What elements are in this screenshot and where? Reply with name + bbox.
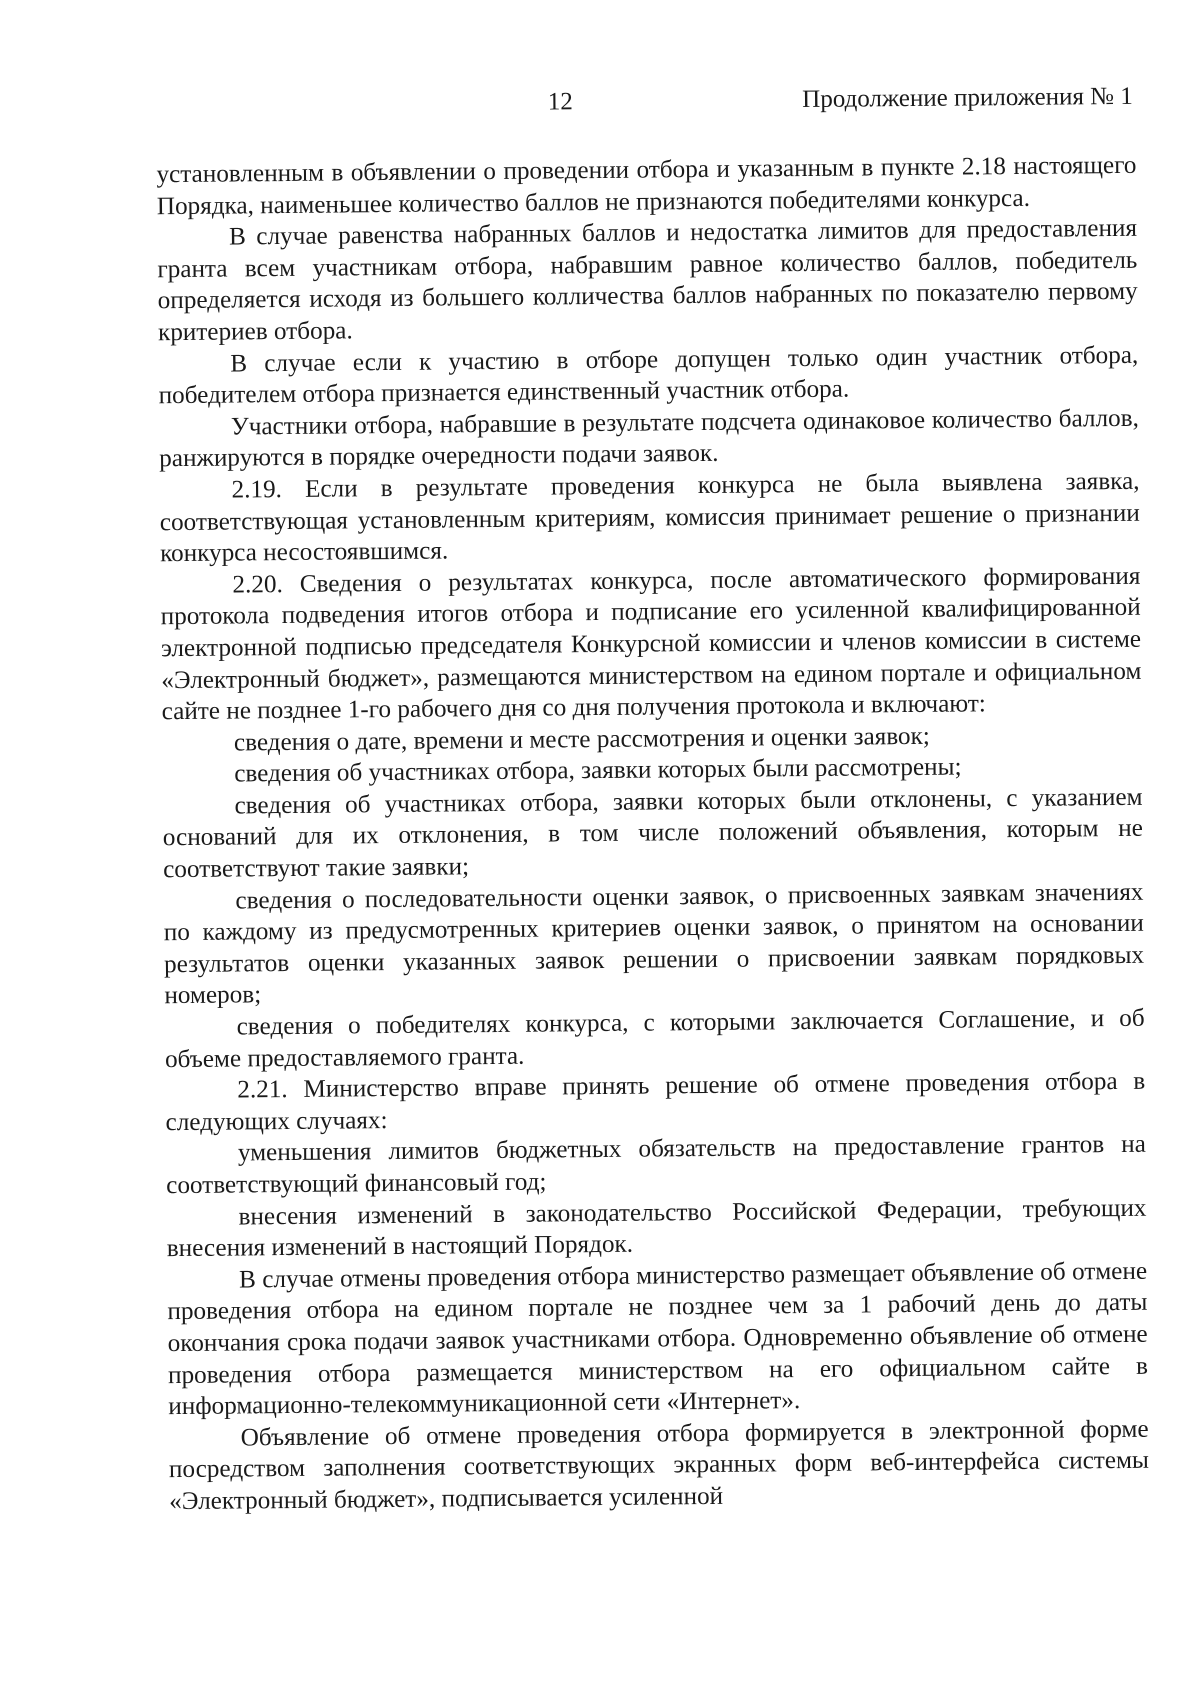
paragraph-2-20: 2.20. Сведения о результатах конкурса, после автоматического формирования протокола подведения итогов отбора и подписание его усиленной квалифицированной электронной подписью председателя Конкурсной комиссии и членов комиссии в системе «Электронный бюджет», размещаются министерством на едином портале и официальном сайте не позднее 1-го рабочего дня со дня получения протокола и включают: xyxy=(160,562,1142,726)
list-item-winners: сведения о победителях конкурса, с которыми заключается Соглашение, и об объеме предоставляемого гранта. xyxy=(164,1004,1145,1073)
paragraph-2-19: 2.19. Если в результате проведения конкурса не была выявлена заявка, соответствующая установленным критериям, комиссия принимает решение о признании конкурса несостоявшимся. xyxy=(159,467,1140,568)
document-body xyxy=(156,150,1149,1518)
list-item-reviewed: сведения об участниках отбора, заявки которых были рассмотрены; xyxy=(234,753,962,788)
list-item-legislation: внесения изменений в законодательство Российской Федерации, требующих внесения изменений в настоящий Порядок. xyxy=(166,1194,1147,1263)
paragraph-continuation: установленным в объявлении о проведении отбора и указанным в пункте 2.18 настоящего Порядка, наименьшее количество баллов не признаются победителями конкурса. xyxy=(156,151,1137,220)
list-item-evaluation-sequence: сведения о последовательности оценки заявок, о присвоенных заявкам значениях по каждому из предусмотренных критериев оценки заявок, о принятом на основании результатов оценки указанных заявок решении о присвоении заявкам порядковых номеров; xyxy=(163,878,1145,1010)
paragraph-cancellation-form: Объявление об отмене проведения отбора формируется в электронной форме посредством заполнения соответствующих экранных форм веб-интерфейса системы «Электронный бюджет», подписывается усиленной xyxy=(168,1415,1150,1516)
paragraph-equal-points: В случае равенства набранных баллов и недостатка лимитов для предоставления гранта всем участникам отбора, набравшим равное количество баллов, победитель определяется исходя из большего колличества баллов набранных по показателю первому критериев отбора. xyxy=(157,215,1138,347)
paragraph-cancellation: В случае отмены проведения отбора министерство размещает объявление об отмене проведения отбора на едином портале не позднее чем за 1 рабочий день до даты окончания срока подачи заявок участниками отбора. Одновременно объявление об отмене проведения отбора размещается министерством на его официальном сайте в информационно-телекоммуникационной сети «Интернет». xyxy=(167,1257,1149,1421)
list-item-date-time: сведения о дате, времени и месте рассмотрения и оценки заявок; xyxy=(233,722,930,757)
appendix-note: Продолжение приложения № 1 xyxy=(802,82,1133,114)
page-header xyxy=(153,83,1133,132)
page-number: 12 xyxy=(547,88,573,116)
paragraph-ranking: Участники отбора, набравшие в результате подсчета одинаковое количество баллов, ранжируются в порядке очередности подачи заявок. xyxy=(159,404,1140,473)
list-item-rejected: сведения об участниках отбора, заявки которых были отклонены, с указанием оснований для их отклонения, в том числе положений объявления, которым не соответствуют такие заявки; xyxy=(162,783,1143,884)
paragraph-2-21: 2.21. Министерство вправе принять решение об отмене проведения отбора в следующих случаях: xyxy=(165,1067,1146,1136)
paragraph-single-participant: В случае если к участию в отборе допущен только один участник отбора, победителем отбора признается единственный участник отбора. xyxy=(158,341,1139,410)
list-item-limits: уменьшения лимитов бюджетных обязательств на предоставление грантов на соответствующий финансовый год; xyxy=(166,1131,1146,1200)
